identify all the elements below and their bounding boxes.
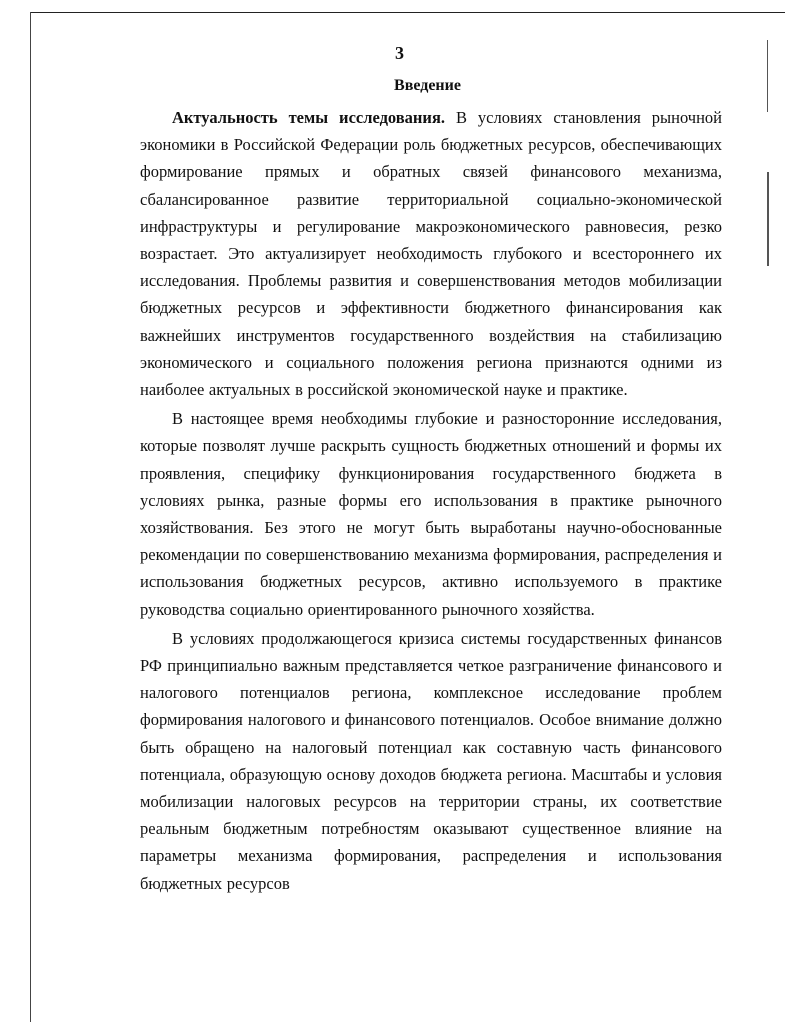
paragraph-text: В настоящее время необходимы глубокие и разносторонние исследования, которые позволят лучше раскрыть сущность бюджетных отношений и формы их проявления, специфику функционирования государственного бюджета в условиях рынка, разные формы его использования в практике рыночного хозяйствования. Без этого не могут быть выработаны научно-обоснованные рекомендации по совершенствованию механизма формирования, распределения и использования бюджетных ресурсов, активно используемого в практике руководства социально ориентированного рыночного хозяйства. [140,409,722,619]
paragraph [140,104,722,403]
paragraph [140,625,722,897]
paragraph-text: В условиях становления рыночной экономики в Российской Федерации роль бюджетных ресурсов, обеспечивающих формирование прямых и обратных связей финансового механизма, сбалансированное развитие территориальной социально-экономической инфраструктуры и регулирование макроэкономического равновесия, резко возрастает. Это актуализирует необходимость глубокого и всестороннего их исследования. Проблемы развития и совершенствования методов мобилизации бюджетных ресурсов и эффективности бюджетного финансирования как важнейших инструментов государственного воздействия на стабилизацию экономического и социального положения региона признаются одними из наиболее актуальных в российской экономической науке и практике. [140,108,723,400]
paragraph-text: В условиях продолжающегося кризиса системы государственных финансов РФ принципиально важным представляется четкое разграничение финансового и налогового потенциалов региона, комплексное исследование проблем формирования налогового и финансового потенциалов. Особое внимание должно быть обращено на налоговый потенциал как составную часть финансового потенциала, образующую основу доходов бюджета региона. Масштабы и условия мобилизации налоговых ресурсов на территории страны, их соответствие реальным бюджетным потребностям оказывают существенное влияние на параметры механизма формирования, распределения и использования бюджетных ресурсов [140,628,722,893]
scan-edge-mark [767,172,769,266]
section-title: Введение [394,77,461,94]
paragraph-lead: Актуальность темы исследования. [172,108,445,127]
paragraph [140,405,722,623]
document-body [140,104,722,899]
page-number: 3 [395,43,404,63]
scan-border-left [30,12,31,1022]
scan-border-top [30,12,785,13]
